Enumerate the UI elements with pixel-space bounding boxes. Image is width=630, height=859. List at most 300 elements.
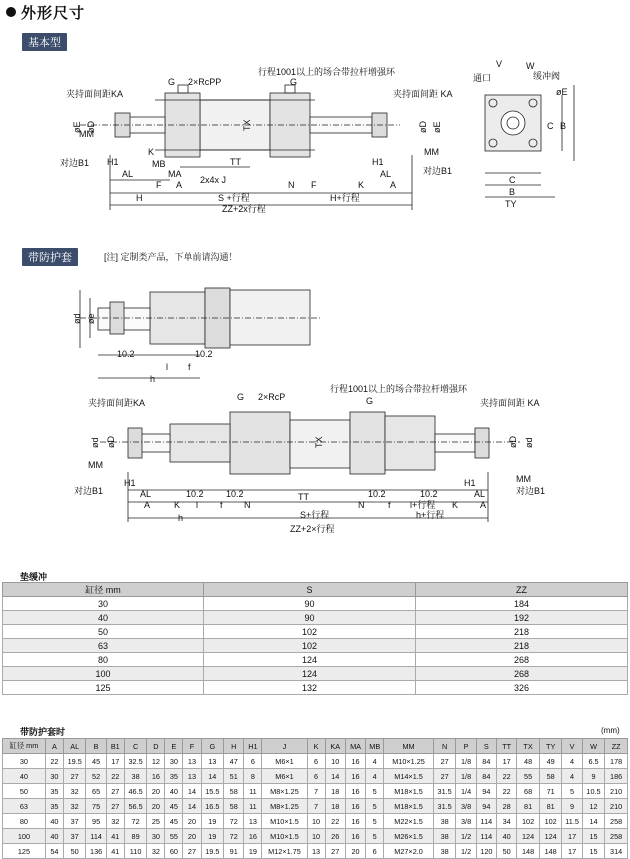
label-l: l [166,362,168,372]
table-cell: 31.5 [433,799,456,814]
diagram-basic-type [0,55,630,215]
table-cell: 10.5 [582,784,605,799]
table-cell: 125 [3,681,204,695]
table-cell: 12 [582,799,605,814]
table-row [3,625,628,639]
table-row [3,829,628,844]
table-cell: 3/8 [456,814,476,829]
table-cell: 258 [605,829,628,844]
label-phiE-right: øE [432,121,442,133]
label-B-side: B [560,121,567,131]
table-cell: 22 [325,814,345,829]
table-cell: 94 [476,784,496,799]
label-V: V [496,59,503,69]
table-cell: 326 [416,681,628,695]
table-cell: 27 [106,784,124,799]
table-cell: 10 [307,829,325,844]
table2-header-cell: MM [384,739,434,754]
table-cell: 124 [539,829,562,844]
table-cell: 68 [517,784,540,799]
label-ka-right: 夹持面间距 KA [393,89,453,99]
table-cell: 14 [183,799,201,814]
label-N-right: N [358,500,365,510]
table-cell: 16 [244,829,262,844]
table-cell: 19 [244,844,262,859]
label-C: C [509,175,516,185]
table-cushion [2,582,628,695]
table-cell: 90 [204,597,416,611]
table-cell: 17 [562,844,582,859]
table-cell: 6 [307,769,325,784]
table-cell: 60 [165,844,183,859]
table-cell: 218 [416,639,628,653]
label-MM-right: MM [424,147,439,157]
table-cell: 32 [63,784,86,799]
table-cell: 5 [366,799,384,814]
table-cell: M14×1.5 [384,769,434,784]
table-row [3,653,628,667]
label-H1-right: H1 [372,157,384,167]
table-cell: 13 [244,814,262,829]
table2-header-cell: C [124,739,147,754]
table-cell: 37 [63,814,86,829]
table-cell: 14 [183,784,201,799]
label-phid: ød [90,437,100,448]
table-cell: M8×1.25 [262,784,307,799]
table-cell: M10×1.5 [262,814,307,829]
label-A-right: A [480,500,487,510]
table-cell: 9 [562,799,582,814]
label-phiD: øD [86,121,96,133]
table-cell: 40 [45,829,63,844]
table-cell: 81 [539,799,562,814]
table2-header-cell: B1 [106,739,124,754]
label-F: F [156,180,162,190]
table-cell: 9 [582,769,605,784]
table2-header-cell: F [183,739,201,754]
table-cell: M8×1.25 [262,799,307,814]
label-h: h [150,374,156,384]
table-row [3,844,628,859]
table2-header-cell: TT [497,739,517,754]
table-cell: 16 [345,814,365,829]
label-ZZ: ZZ+2x行程 [222,204,266,214]
label-h: h [178,513,184,523]
table-cell: 40 [45,814,63,829]
table-cell: 72 [124,814,147,829]
label-K: K [174,500,181,510]
page-title: 外形尺寸 [6,2,85,23]
table-cell: 81 [517,799,540,814]
label-C-side: C [547,121,554,131]
table-cell: 56.5 [124,799,147,814]
table-row [3,681,628,695]
table-cell: 102 [539,814,562,829]
label-phiD-right: øD [418,121,428,133]
table-cell: 45 [86,754,106,769]
table-cell: 268 [416,653,628,667]
diagram-boot-type [0,382,630,537]
table-cell: 40 [497,829,517,844]
table2-header-cell: N [433,739,456,754]
table-cell: 10 [325,754,345,769]
label-ka-left: 夹持面间距KA [88,398,146,408]
label-phiE: øE [72,121,82,133]
table-cell: 38 [433,829,456,844]
table-cell: M6×1 [262,754,307,769]
table-cell: 58 [539,769,562,784]
table-cell: 27 [325,844,345,859]
table-cell: 16 [345,784,365,799]
label-102-a: 10.2 [117,349,135,359]
table2-header-cell: S [476,739,496,754]
label-MA: MA [168,169,182,179]
table-cell: 5 [366,829,384,844]
label-S: S+行程 [300,510,330,520]
table-cell: 91 [224,844,244,859]
table-cell: 48 [517,754,540,769]
table-cell: 7 [307,784,325,799]
table-cell: 178 [605,754,628,769]
label-A: A [176,180,183,190]
table-cell: 6 [244,754,262,769]
table-cell: 148 [539,844,562,859]
table-cell: 37 [63,829,86,844]
table-cell: 75 [86,799,106,814]
table-cell: 80 [3,814,46,829]
table-cell: 19.5 [63,754,86,769]
table-cell: 136 [86,844,106,859]
table-cell: 25 [147,814,165,829]
table-cell: 13 [183,754,201,769]
table2-header-cell: W [582,739,605,754]
table1-body [3,597,628,695]
label-102-b: 10.2 [195,349,213,359]
label-TT: TT [298,492,309,502]
table2-header-cell: H1 [244,739,262,754]
table-cell: 30 [165,754,183,769]
table-cell: 22 [106,769,124,784]
label-rcpp: 2×RcPP [188,77,222,87]
table2-header-cell: MB [366,739,384,754]
label-phid-right: ød [524,437,534,448]
table2-header-row [3,739,628,754]
table-cell: 45 [165,799,183,814]
table-row [3,611,628,625]
table2-header-cell: B [86,739,106,754]
table-cell: 58 [224,784,244,799]
table-cell: 72 [224,814,244,829]
table-cell: 132 [204,681,416,695]
table-cell: 102 [517,814,540,829]
table-cell: 72 [224,829,244,844]
label-B1: 对边B1 [60,158,90,168]
table-cell: M18×1.5 [384,799,434,814]
label-phid: ød [72,313,82,324]
table-cell: M27×2.0 [384,844,434,859]
table-cell: 16.5 [201,799,224,814]
table-cell: 210 [605,784,628,799]
table-cell: 30 [147,829,165,844]
table-cell: 26 [325,829,345,844]
table2-header-cell: KA [325,739,345,754]
table-cell: 50 [3,625,204,639]
table-cell: 20 [183,814,201,829]
label-reinforce: 行程1001以上的场合带拉杆增强环 [258,67,396,77]
label-J: 2x4x J [200,175,227,185]
table2-body [3,754,628,859]
table-cell: 51 [224,769,244,784]
table-cell: 3/8 [456,799,476,814]
table-cell: 54 [45,844,63,859]
table-cell: 32 [63,799,86,814]
table-cell: 19 [201,829,224,844]
table-cell: 186 [605,769,628,784]
table-cell: 102 [204,639,416,653]
table-cell: 19.5 [201,844,224,859]
table-cell: 114 [86,829,106,844]
table-cell: 7 [307,799,325,814]
table-cell: 20 [345,844,365,859]
table-cell: 16 [345,799,365,814]
label-TX: TX [314,436,324,448]
table-cell: 34 [497,814,517,829]
label-B1: 对边B1 [74,486,104,496]
table-cell: 114 [476,814,496,829]
label-102-b: 10.2 [226,489,244,499]
table-cell: 1/2 [456,829,476,844]
table2-header-cell: K [307,739,325,754]
table2-header-cell: MA [345,739,365,754]
table2-header-cell: 缸径 mm [3,739,46,754]
table-cell: 16 [345,769,365,784]
table-row [3,814,628,829]
label-F-right: F [311,180,317,190]
table-cell: 16 [345,829,365,844]
table-cell: 124 [517,829,540,844]
table-cell: 45 [165,814,183,829]
table2-header-cell: J [262,739,307,754]
table-cell: 6 [307,754,325,769]
table-cell: 16 [147,769,165,784]
label-AL: AL [140,489,152,499]
label-AL-right: AL [474,489,486,499]
table-cell: 100 [3,829,46,844]
table-cell: 50 [63,844,86,859]
diagram-boot-detail [0,270,630,385]
label-G-right: G [290,77,298,87]
table-cell: 16 [345,754,365,769]
table2-header-cell: ZZ [605,739,628,754]
table-cell: 4 [366,769,384,784]
table-cell: 5 [366,814,384,829]
table2-header-cell: V [562,739,582,754]
label-f: f [220,500,223,510]
table-cell: 40 [165,784,183,799]
table-cell: 32.5 [124,754,147,769]
table-cell: M12×1.75 [262,844,307,859]
table-cell: M18×1.5 [384,784,434,799]
table2-caption: 带防护套时 [20,727,66,737]
label-G: G [237,392,245,402]
table-cell: 32 [106,814,124,829]
label-AL-right: AL [380,169,392,179]
table1-caption: 垫缓冲 [20,572,48,582]
table-cell: 22 [45,754,63,769]
table-cell: 47 [224,754,244,769]
label-MM-right: MM [516,474,531,484]
table-cell: 13 [201,754,224,769]
table-cell: 90 [204,611,416,625]
table-cell: 13 [307,844,325,859]
table-cell: 1/8 [456,754,476,769]
table-cell: 31.5 [433,784,456,799]
table-cell: 13 [183,769,201,784]
label-K-right: K [452,500,459,510]
label-H1: H1 [107,157,119,167]
table-cell: M26×1.5 [384,829,434,844]
label-H1-right: H1 [464,478,476,488]
table-cell: 5 [366,784,384,799]
label-TT: TT [230,157,241,167]
table-cell: 11 [244,799,262,814]
table-cell: 55 [165,829,183,844]
table-cell: 15 [582,844,605,859]
table-cell: 314 [605,844,628,859]
label-ka-right: 夹持面间距 KA [480,398,540,408]
label-f-right: f [388,500,391,510]
table-cell: 89 [124,829,147,844]
table-cell: 8 [244,769,262,784]
table-row [3,799,628,814]
table-cell: 124 [204,667,416,681]
table-cell: 1/8 [456,769,476,784]
label-Hs: H+行程 [330,193,360,203]
label-port: 通口 [473,73,492,83]
table-cell: 1/4 [456,784,476,799]
table-cell: 120 [476,844,496,859]
label-A: A [144,500,151,510]
table-cell: 40 [3,611,204,625]
table-cell: 17 [562,829,582,844]
table-cell: 6.5 [582,754,605,769]
label-H: H [136,193,143,203]
table-cell: 192 [416,611,628,625]
table2-header-cell: AL [63,739,86,754]
table-cell: 100 [3,667,204,681]
label-G: G [168,77,176,87]
table2-header-cell: G [201,739,224,754]
table-cell: 30 [3,754,46,769]
table-cell: 38 [433,814,456,829]
label-AL: AL [122,169,134,179]
label-102-c: 10.2 [368,489,386,499]
section-tag-boot: 带防护套 [22,248,78,266]
table-cell: 6 [366,844,384,859]
table-cell: 15.5 [201,784,224,799]
table-cell: 258 [605,814,628,829]
table-cell: 10 [307,814,325,829]
table-cell: 184 [416,597,628,611]
table-cell: 14 [582,814,605,829]
table-boot [2,738,628,859]
label-phie: øe [86,313,96,324]
table1-header-ZZ: ZZ [416,583,628,597]
section-note: [注] 定制类产品，下单前请沟通！ [104,252,238,262]
label-phiE-side: øE [556,87,568,97]
table2-header-cell: H [224,739,244,754]
table-row [3,769,628,784]
table-cell: 30 [45,769,63,784]
table-cell: 95 [86,814,106,829]
table2-unit: (mm) [601,726,620,735]
table2-header-cell: E [165,739,183,754]
label-H1: H1 [124,478,136,488]
table-cell: 20 [183,829,201,844]
table2-header-cell: TX [517,739,540,754]
table-cell: 218 [416,625,628,639]
section-tag-basic: 基本型 [22,33,67,51]
label-W: W [526,61,535,71]
label-A-right: A [390,180,397,190]
table-cell: 58 [224,799,244,814]
table-row [3,667,628,681]
table-cell: 52 [86,769,106,784]
label-N: N [244,500,251,510]
label-TX: TX [242,119,252,131]
table-cell: 110 [124,844,147,859]
table-cell: 11.5 [562,814,582,829]
label-phiD: øD [106,436,116,448]
table-cell: 38 [124,769,147,784]
table-cell: 4 [366,754,384,769]
table-cell: 22 [497,769,517,784]
table-cell: 14 [325,769,345,784]
table2-header-cell: P [456,739,476,754]
table-cell: 84 [476,754,496,769]
table-cell: 41 [106,844,124,859]
table-cell: 1/2 [456,844,476,859]
table-cell: 27 [106,799,124,814]
table-cell: 268 [416,667,628,681]
table-cell: 41 [106,829,124,844]
table-cell: 27 [63,769,86,784]
label-B: B [509,187,516,197]
label-f: f [188,362,191,372]
table-row [3,784,628,799]
table-cell: 210 [605,799,628,814]
table-cell: 55 [517,769,540,784]
table-cell: 148 [517,844,540,859]
table-cell: 80 [3,653,204,667]
table-cell: 18 [325,799,345,814]
table-cell: 46.5 [124,784,147,799]
table-cell: 35 [45,784,63,799]
table-cell: 20 [147,784,165,799]
label-reinforce: 行程1001以上的场合带拉杆增强环 [330,384,468,394]
label-MM: MM [88,460,103,470]
table-cell: 35 [165,769,183,784]
table-cell: 50 [3,784,46,799]
table-cell: 124 [204,653,416,667]
bullet-icon [6,7,16,17]
table-cell: 4 [562,754,582,769]
label-ka-left: 夹持面间距KA [66,89,124,99]
table-cell: 12 [147,754,165,769]
table-cell: 50 [497,844,517,859]
table-cell: 14 [201,769,224,784]
table-cell: 17 [497,754,517,769]
